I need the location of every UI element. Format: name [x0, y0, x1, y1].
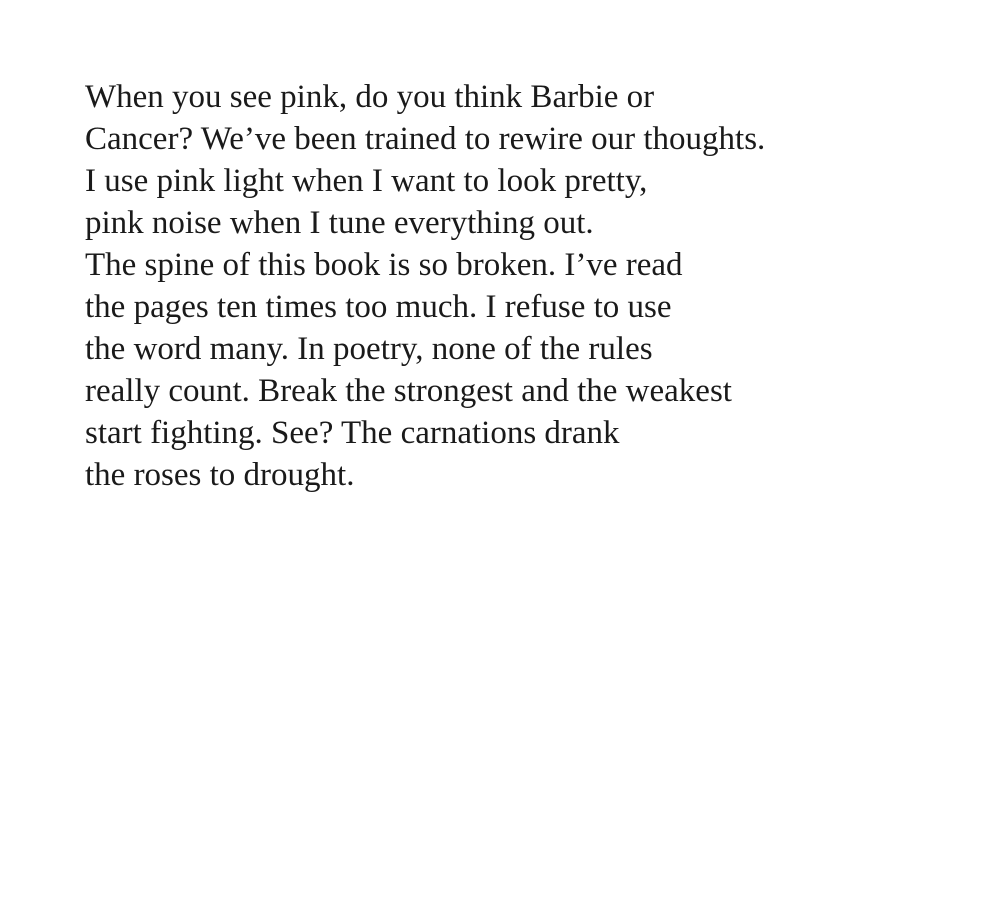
- poem-line: the pages ten times too much. I refuse to use: [85, 289, 672, 325]
- poem-line: pink noise when I tune everything out.: [85, 205, 594, 241]
- poem-line: really count. Break the strongest and the weakest: [85, 373, 732, 409]
- poem-line: the word many. In poetry, none of the rules: [85, 331, 653, 367]
- poem-line: When you see pink, do you think Barbie or: [85, 79, 655, 115]
- poem-line: Cancer? We’ve been trained to rewire our thoughts.: [85, 121, 766, 157]
- poem-line: The spine of this book is so broken. I’ve read: [85, 247, 683, 283]
- poem-line: I use pink light when I want to look pretty,: [85, 163, 648, 199]
- poem-line: start fighting. See? The carnations drank: [85, 415, 620, 451]
- poem-text: [85, 76, 965, 496]
- poem-line: the roses to drought.: [85, 457, 355, 493]
